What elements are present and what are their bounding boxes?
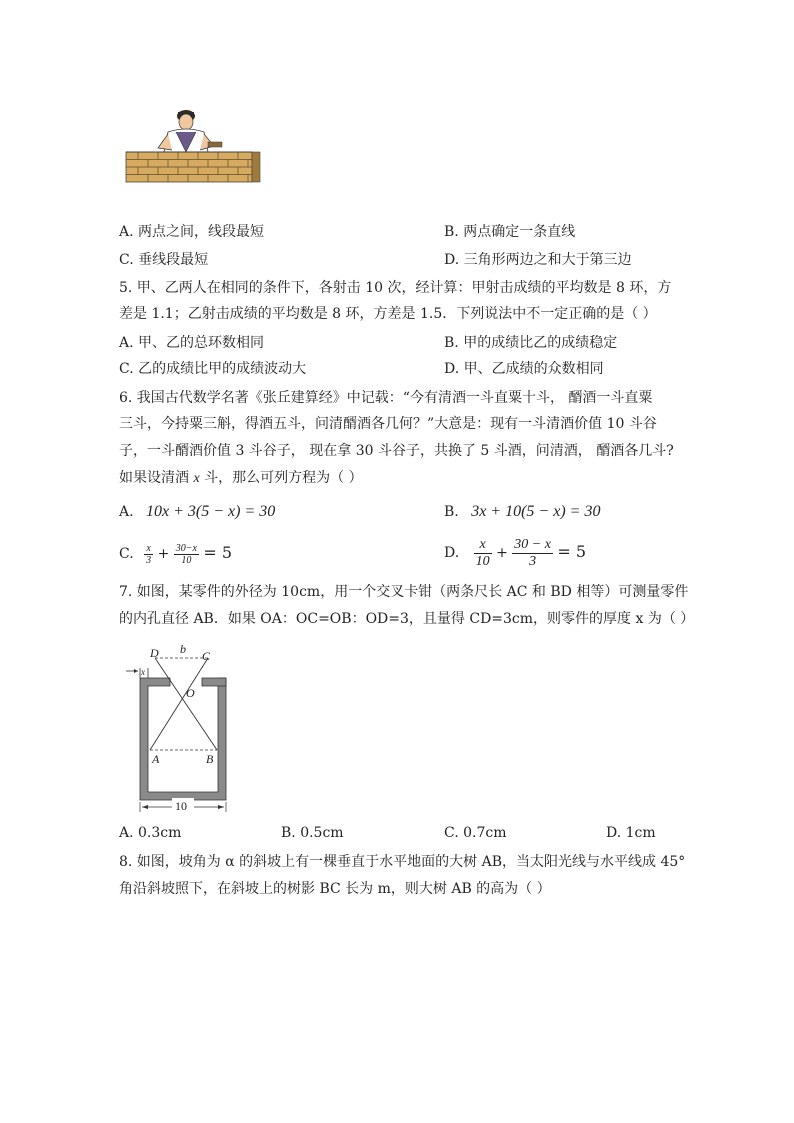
q5-option-a: A. 甲、乙的总环数相同 bbox=[119, 335, 265, 351]
q6-stem-line4 bbox=[119, 468, 363, 489]
q6-option-d-fraction-1 bbox=[474, 537, 492, 570]
q6-option-d-fraction-2 bbox=[512, 537, 553, 570]
fraction-numerator: 30−x bbox=[175, 542, 197, 554]
caliper-arm-bd bbox=[150, 658, 208, 750]
q6-option-c-label: C. bbox=[119, 546, 134, 562]
q7-option-c: C. 0.7cm bbox=[444, 825, 507, 841]
q6-option-c-fraction-2 bbox=[174, 543, 199, 566]
label-b: b bbox=[180, 642, 186, 656]
label-10: 10 bbox=[175, 799, 187, 812]
q6-stem-line3: 子，一斗醑酒价值 3 斗谷子， 现在拿 30 斗谷子，共换了 5 斗酒，问清酒， 醑酒各几斗? bbox=[119, 443, 674, 459]
q7-option-a: A. 0.3cm bbox=[119, 825, 182, 841]
label-D: D bbox=[150, 646, 159, 660]
q8-stem-line2: 角沿斜坡照下，在斜坡上的树影 BC 长为 m，则大树 AB 的高为（ ） bbox=[119, 881, 551, 897]
fraction-denominator: 3 bbox=[146, 554, 152, 566]
q5-option-c: C. 乙的成绩比甲的成绩波动大 bbox=[119, 361, 307, 377]
q6-stem-line2: 三斗，今持粟三斛，得酒五斗，问清醑酒各几何？”大意是：现有一斗清酒价值 10 斗谷 bbox=[119, 416, 657, 432]
q8-stem-line1: 8. 如图，坡角为 α 的斜坡上有一棵垂直于水平地面的大树 AB，当太阳光线与水平线成 45° bbox=[119, 854, 686, 870]
fraction-denominator: 10 bbox=[181, 554, 192, 566]
q6-option-c bbox=[119, 538, 232, 569]
q6-option-c-rhs: = 5 bbox=[203, 543, 233, 562]
q7-caliper-figure bbox=[122, 640, 237, 812]
q5-stem-line2: 差是 1.1；乙射击成绩的平均数是 8 环，方差是 1.5．下列说法中不一定正确的是（ ） bbox=[119, 306, 657, 322]
q6-line4-variable: x bbox=[193, 471, 200, 486]
q6-option-a bbox=[119, 502, 275, 522]
q6-option-d bbox=[444, 532, 586, 573]
label-B: B bbox=[206, 752, 214, 766]
q6-option-d-rhs: = 5 bbox=[557, 542, 587, 561]
q7-stem-line2: 的内孔直径 AB．如果 OA：OC=OB：OD=3，且量得 CD=3cm，则零件的厚度 x 为（ ） bbox=[119, 611, 695, 627]
q6-option-a-equation: 10x + 3(5 − x) = 30 bbox=[146, 503, 276, 520]
q6-option-c-fraction-1 bbox=[144, 543, 153, 566]
q5-option-b: B. 甲的成绩比乙的成绩稳定 bbox=[444, 335, 618, 351]
q6-option-d-label: D. bbox=[444, 545, 460, 561]
caliper-arm-ac bbox=[155, 658, 217, 750]
q6-option-b-label: B. bbox=[444, 504, 459, 520]
q4-option-a: A. 两点之间，线段最短 bbox=[119, 224, 265, 240]
q6-option-a-label: A. bbox=[119, 504, 134, 520]
q5-stem-line1: 5. 甲、乙两人在相同的条件下，各射击 10 次，经计算：甲射击成绩的平均数是 8 环，方 bbox=[119, 280, 672, 296]
q6-line4-suffix: 斗，那么可列方程为（ ） bbox=[204, 470, 363, 486]
q6-option-b-equation: 3x + 10(5 − x) = 30 bbox=[471, 503, 601, 520]
label-O: O bbox=[186, 686, 195, 700]
q6-stem-line1: 6. 我国古代数学名著《张丘建算经》中记载：“今有清酒一斗直粟十斗， 醑酒一斗直粟 bbox=[119, 390, 653, 406]
q6-line4-prefix: 如果设清酒 bbox=[119, 470, 189, 486]
q6-option-b bbox=[444, 502, 600, 522]
bricklayer-illustration bbox=[120, 108, 265, 188]
part-wall-right-lip bbox=[202, 678, 226, 686]
q7-option-b: B. 0.5cm bbox=[281, 825, 344, 841]
q7-stem-line1: 7. 如图，某零件的外径为 10cm，用一个交叉卡钳（两条尺长 AC 和 BD 相等）可测量零件 bbox=[119, 584, 689, 600]
q6-option-d-plus: + bbox=[496, 545, 508, 561]
q7-option-d: D. 1cm bbox=[606, 825, 656, 841]
label-C: C bbox=[202, 649, 211, 663]
fraction-numerator: x bbox=[474, 537, 492, 554]
q4-option-c: C. 垂线段最短 bbox=[119, 252, 209, 268]
fraction-numerator: x bbox=[144, 543, 153, 555]
part-wall bbox=[140, 678, 226, 800]
fraction-numerator: 30 − x bbox=[514, 536, 551, 552]
fraction-denominator: 3 bbox=[529, 553, 537, 569]
q5-option-d: D. 甲、乙成绩的众数相同 bbox=[444, 361, 604, 377]
q6-option-c-plus: + bbox=[157, 546, 170, 562]
label-A: A bbox=[152, 752, 160, 766]
label-x: x bbox=[141, 667, 145, 677]
fraction-denominator: 10 bbox=[475, 553, 490, 569]
q4-option-d: D. 三角形两边之和大于第三边 bbox=[444, 252, 632, 268]
q4-option-b: B. 两点确定一条直线 bbox=[444, 224, 576, 240]
